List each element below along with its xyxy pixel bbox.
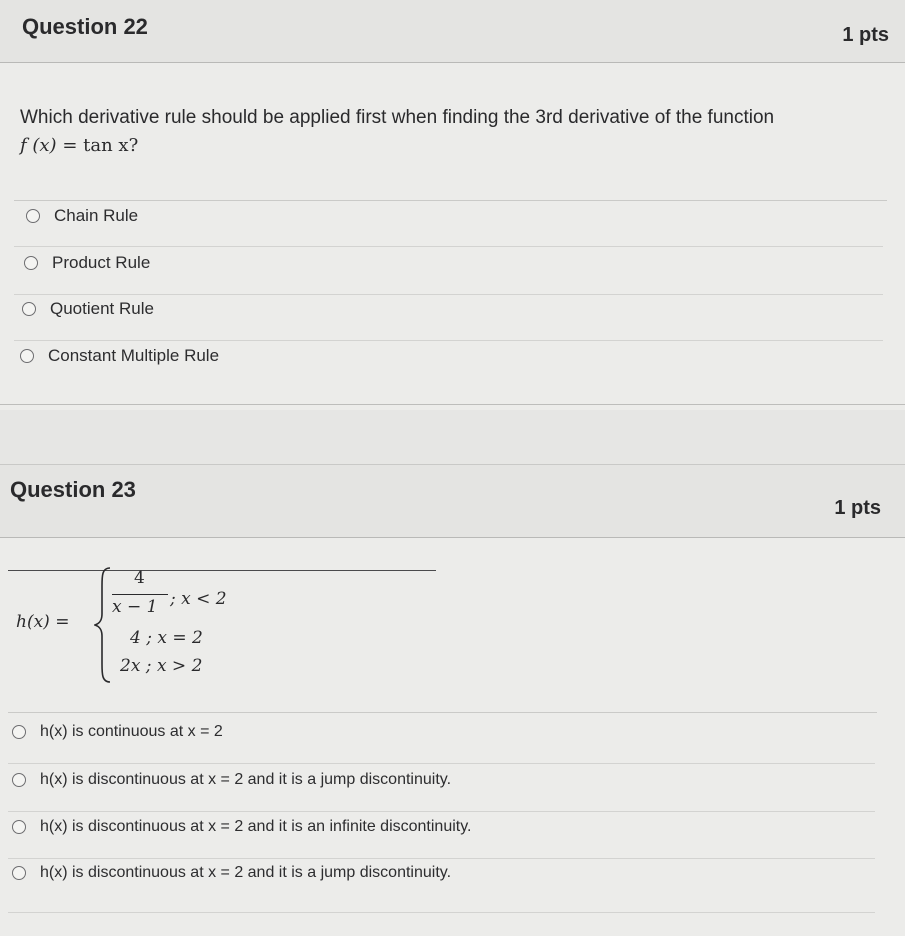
question-22-function	[20, 135, 138, 156]
case-1-denominator: x − 1	[112, 597, 158, 617]
answer-infinite-discontinuity[interactable]	[12, 818, 471, 836]
case-3: 2x ; x > 2	[120, 656, 203, 676]
radio-button[interactable]	[12, 866, 26, 880]
radio-button[interactable]	[12, 725, 26, 739]
answer-separator	[14, 246, 883, 247]
answer-label: h(x) is discontinuous at x = 2 and it is an infinite discontinuity.	[40, 818, 472, 835]
case-1-condition: ; x < 2	[170, 589, 227, 609]
question-22-bottom-border	[0, 404, 905, 405]
answer-product-rule[interactable]	[24, 253, 150, 273]
radio-button[interactable]	[12, 773, 26, 787]
question-22-card	[0, 0, 905, 410]
answer-label: h(x) is continuous at x = 2	[40, 723, 223, 740]
answer-label: Product Rule	[52, 253, 151, 272]
case-1-numerator: 4	[134, 568, 145, 588]
answer-label: Chain Rule	[54, 206, 139, 225]
radio-button[interactable]	[20, 349, 34, 363]
answer-separator	[14, 340, 883, 341]
question-23-header	[0, 464, 905, 538]
answer-label: Quotient Rule	[50, 299, 154, 318]
radio-button[interactable]	[26, 209, 40, 223]
question-22-divider	[14, 200, 887, 201]
answer-quotient-rule[interactable]	[22, 299, 154, 319]
radio-button[interactable]	[12, 820, 26, 834]
answer-separator	[8, 763, 875, 764]
question-23-divider	[8, 712, 877, 713]
answer-separator	[8, 858, 875, 859]
question-22-prompt-text: Which derivative rule should be applied first when finding the 3rd derivative of the function	[20, 107, 775, 128]
answer-separator	[8, 811, 875, 812]
question-22-title: Question 22	[22, 14, 148, 39]
answer-continuous[interactable]	[12, 723, 223, 741]
answer-label: h(x) is discontinuous at x = 2 and it is a jump discontinuity.	[40, 864, 452, 881]
answer-constant-multiple-rule[interactable]	[20, 346, 219, 366]
answer-chain-rule[interactable]	[26, 206, 138, 226]
case-2: 4 ; x = 2	[130, 628, 203, 648]
question-23-points: 1 pts	[834, 497, 881, 519]
answer-label: h(x) is discontinuous at x = 2 and it is a jump discontinuity.	[40, 771, 452, 788]
brace-icon	[94, 566, 114, 684]
function-rhs: = tan x?	[62, 135, 139, 156]
function-lhs: h(x) =	[16, 612, 70, 632]
question-22-prompt	[20, 104, 890, 160]
question-gap	[0, 410, 905, 464]
question-22-points: 1 pts	[842, 24, 889, 46]
question-23-title: Question 23	[10, 477, 136, 502]
answer-jump-discontinuity-1[interactable]	[12, 771, 451, 789]
radio-button[interactable]	[24, 256, 38, 270]
fraction-bar	[112, 594, 168, 595]
function-lhs: f (x)	[20, 135, 57, 156]
answer-jump-discontinuity-2[interactable]	[12, 864, 451, 882]
question-22-header	[0, 0, 905, 63]
radio-button[interactable]	[22, 302, 36, 316]
answer-separator	[8, 912, 875, 913]
answer-label: Constant Multiple Rule	[48, 346, 220, 365]
piecewise-function	[16, 562, 256, 687]
answer-separator	[14, 294, 883, 295]
